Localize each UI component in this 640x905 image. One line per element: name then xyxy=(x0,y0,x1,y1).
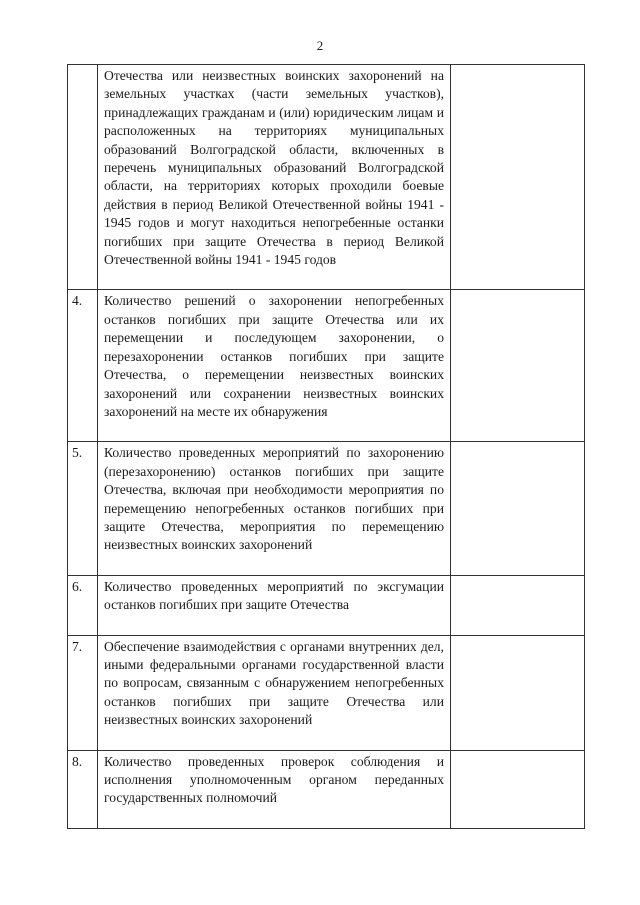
row-number: 7. xyxy=(68,635,98,750)
row-value-cell xyxy=(451,290,585,442)
row-number xyxy=(68,65,98,290)
table-row xyxy=(68,65,585,290)
table-row xyxy=(68,750,585,828)
row-number: 4. xyxy=(68,290,98,442)
page-number: 2 xyxy=(316,38,324,53)
row-number: 8. xyxy=(68,750,98,828)
table-row xyxy=(68,575,585,635)
row-number: 5. xyxy=(68,442,98,575)
table-row xyxy=(68,442,585,575)
row-value-cell xyxy=(451,575,585,635)
row-description: Количество решений о захоронении непогребенных останков погибших при защите Отечества или их перемещении и последующем захоронении, о перезахоронении останков погибших при защите Отечества, о перемещении неизвестных воинских захоронений или сохранении неизвестных воинских захоронений на месте их обнаружения xyxy=(98,290,451,442)
row-description: Количество проведенных мероприятий по захоронению (перезахоронению) останков погибших при защите Отечества, включая при необходимости мероприятия по перемещению непогребенных останков погибших при защите Отечества, мероприятия по перемещению неизвестных воинских захоронений xyxy=(98,442,451,575)
row-value-cell xyxy=(451,750,585,828)
row-description: Отечества или неизвестных воинских захоронений на земельных участках (части земельных участков), принадлежащих гражданам и (или) юридическим лицам и расположенных на территориях муниципальных образований Волгоградской области, включенных в перечень муниципальных образований Волгоградской области, на территориях которых проходили боевые действия в период Великой Отечественной войны 1941 - 1945 годов и могут находиться непогребенные останки погибших при защите Отечества в период Великой Отечественной войны 1941 - 1945 годов xyxy=(98,65,451,290)
row-description: Количество проведенных проверок соблюдения и исполнения уполномоченным органом переданных государственных полномочий xyxy=(98,750,451,828)
table-row xyxy=(68,290,585,442)
row-value-cell xyxy=(451,65,585,290)
row-value-cell xyxy=(451,442,585,575)
row-description: Количество проведенных мероприятий по эксгумации останков погибших при защите Отечества xyxy=(98,575,451,635)
table-row xyxy=(68,635,585,750)
row-number: 6. xyxy=(68,575,98,635)
row-description: Обеспечение взаимодействия с органами внутренних дел, иными федеральными органами государственной власти по вопросам, связанным с обнаружением непогребенных останков погибших при защите Отечества или неизвестных воинских захоронений xyxy=(98,635,451,750)
indicator-table xyxy=(67,64,585,829)
row-value-cell xyxy=(451,635,585,750)
